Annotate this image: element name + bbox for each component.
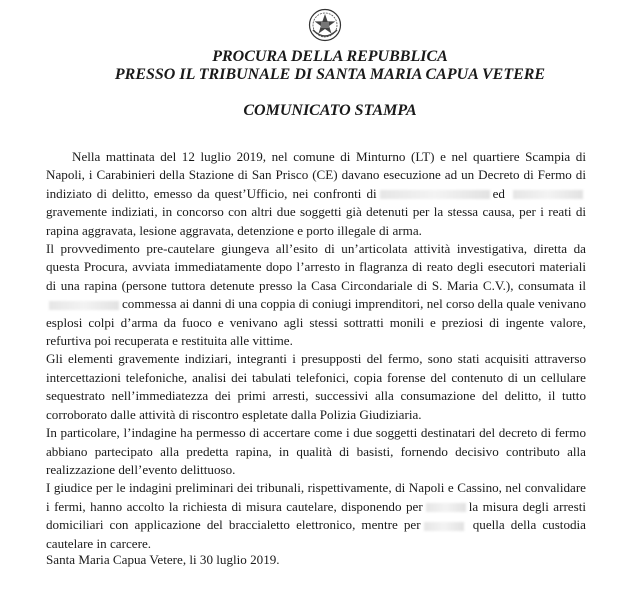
press-release-body [46, 148, 586, 553]
redacted-name [380, 190, 490, 199]
paragraph-4: In particolare, l’indagine ha permesso di accertare come i due soggetti destinatari del decreto di fermo abbiano partecipato alla predetta rapina, in qualità di basisti, fornendo decisivo contributo alla realizzazione dell’evento delittuoso. [46, 425, 586, 477]
redacted-name [513, 190, 583, 199]
paragraph-3: Gli elementi gravemente indiziari, integranti i presupposti del fermo, sono stati acquisiti attraverso intercettazioni telefoniche, analisi dei tabulati telefonici, copia forense del contenuto di un cellulare sequestrato nell’immediatezza dei primi arresti, successivi alla consumazione del delitto, il tutto corroborato dalle attività di riscontro espletate dalla Polizia Giudiziaria. [46, 351, 586, 422]
redacted-date [49, 301, 119, 310]
paragraph-5: I giudice per le indagini preliminari dei tribunali, rispettivamente, di Napoli e Cassino, nel convalidare i fermi, hanno accolto la richiesta di misura cautelare, disponendo per la misura degli arresti domiciliari con applicazione del braccialetto elettronico, mentre per quella della custodia cautelare in carcere. [46, 480, 586, 551]
document-title: COMUNICATO STAMPA [243, 102, 417, 119]
office-title: PROCURA DELLA REPUBBLICA [212, 48, 448, 65]
paragraph-1: Nella mattinata del 12 luglio 2019, nel comune di Minturno (LT) e nel quartiere Scampia di Napoli, i Carabinieri della Stazione di San Prisco (CE) davano esecuzione ad un Decreto di Fermo di indiziato di delitto, emesso da quest’Ufficio, nei confronti di ed gravemente indiziati, in concorso con altri due soggetti già detenuti per la stessa causa, per i reati di rapina aggravata, lesione aggravata, detenzione e porto illegale di arma. [46, 149, 586, 238]
redacted-name [424, 522, 464, 531]
italian-republic-emblem-icon [308, 8, 342, 42]
date-line: Santa Maria Capua Vetere, li 30 luglio 2019. [46, 552, 280, 567]
paragraph-2: Il provvedimento pre-cautelare giungeva all’esito di un’articolata attività investigativa, diretta da questa Procura, avviata immediatamente dopo l’arresto in flagranza di reato degli esecutori materiali di una rapina (persone tuttora detenute presso la Casa Circondariale di S. Maria C.V.), consumata il commessa ai danni di una coppia di coniugi imprenditori, nel corso della quale venivano esplosi colpi d’arma da fuoco e venivano agli stessi sottratti monili e preziosi di ingente valore, refurtiva poi recuperata e restituita alle vittime. [46, 241, 586, 349]
court-title: PRESSO IL TRIBUNALE DI SANTA MARIA CAPUA VETERE [114, 66, 546, 83]
redacted-name [426, 503, 466, 512]
